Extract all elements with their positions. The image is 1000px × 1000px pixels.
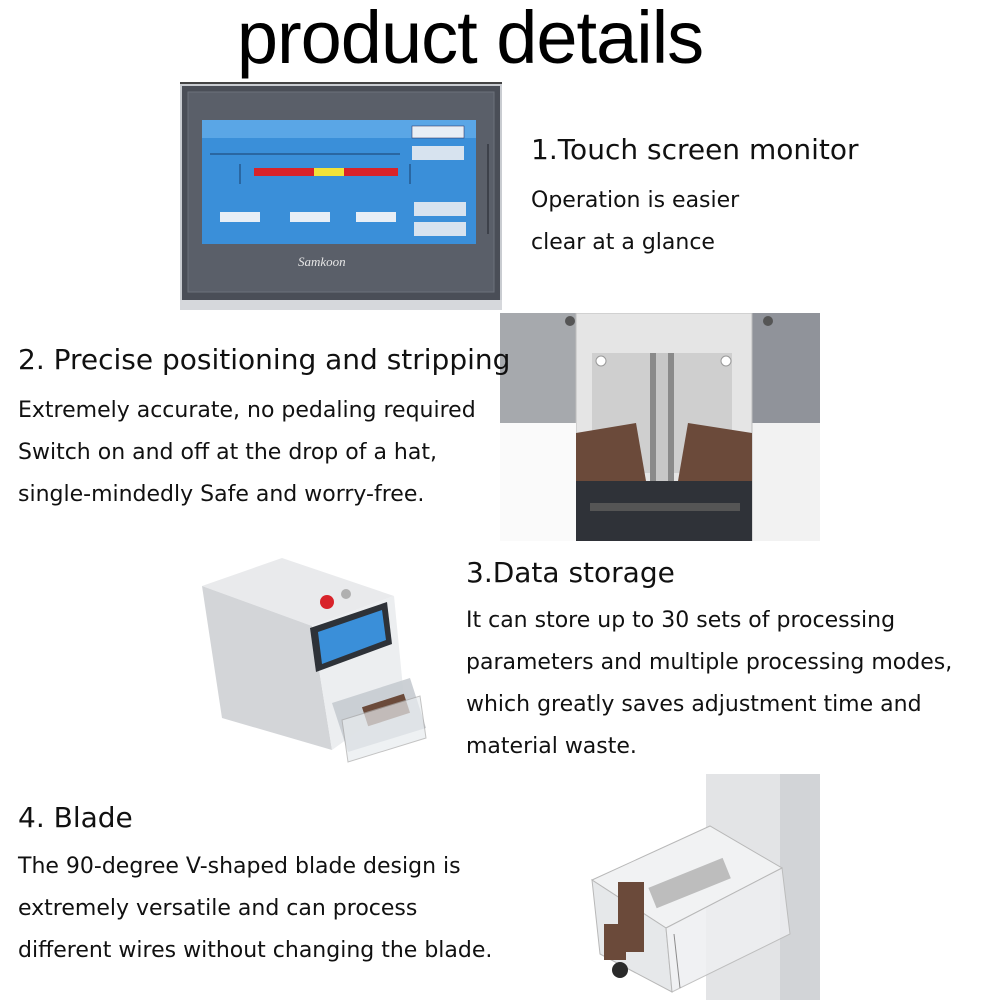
section-2-line-1: Extremely accurate, no pedaling required <box>18 398 476 423</box>
section-4-heading: 4. Blade <box>18 801 133 834</box>
section-1-line-2: clear at a glance <box>531 230 715 255</box>
section-2-line-3: single-mindedly Safe and worry-free. <box>18 482 425 507</box>
section-3-line-3: which greatly saves adjustment time and <box>466 692 922 717</box>
section-2-heading: 2. Precise positioning and stripping <box>18 343 511 376</box>
section-4-line-1: The 90-degree V-shaped blade design is <box>18 854 461 879</box>
section-3-line-2: parameters and multiple processing modes, <box>466 650 953 675</box>
brand-label: Samkoon <box>298 254 346 269</box>
section-1-line-1: Operation is easier <box>531 188 740 213</box>
section-1-heading: 1.Touch screen monitor <box>531 133 859 166</box>
page-title: product details <box>236 0 704 79</box>
touch-screen-photo <box>180 84 502 310</box>
section-4-line-3: different wires without changing the blade. <box>18 938 493 963</box>
section-3-line-4: material waste. <box>466 734 637 759</box>
blade-photo <box>500 774 820 1000</box>
section-4-line-2: extremely versatile and can process <box>18 896 418 921</box>
section-2-line-2: Switch on and off at the drop of a hat, <box>18 440 437 465</box>
stripping-head-photo <box>500 313 820 541</box>
section-3-line-1: It can store up to 30 sets of processing <box>466 608 896 633</box>
section-3-heading: 3.Data storage <box>466 556 675 589</box>
machine-photo <box>182 548 440 770</box>
